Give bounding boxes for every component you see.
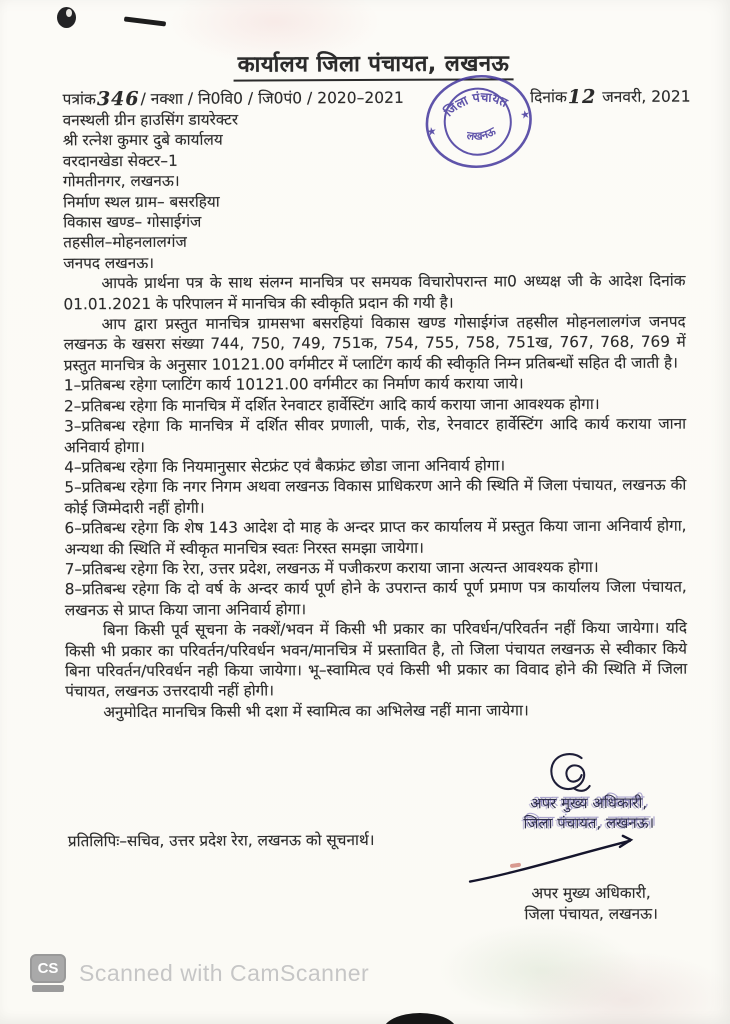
camscanner-logo-base	[32, 985, 64, 992]
copy-to-line: प्रतिलिपिः–सचिव, उत्तर प्रदेश रेरा, लखनऊ को सूचनार्थ।	[67, 830, 375, 851]
condition-item: 3–प्रतिबन्ध रहेगा कि मानचित्र में दर्शित सीवर प्रणाली, पार्क, रोड, रेनवाटर हार्वेस्टिंग आदि कार्य कराया जाना अनिवार्य होगा।	[64, 414, 687, 456]
addressee-line: जनपद लखनऊ।	[63, 253, 155, 273]
letter-date	[530, 85, 691, 108]
letter-number	[63, 86, 404, 109]
page-title	[62, 47, 684, 80]
camscanner-logo-text: CS	[30, 954, 66, 983]
body-paragraph: आपके प्रार्थना पत्र के साथ संलग्न मानचित्र पर समयक विचारोपरान्त मा0 अध्यक्ष जी के आदेश दिनांक 01.01.2021 के परिपालन में मानचित्र की स्वीकृति प्रदान की गयी है।	[63, 271, 686, 313]
reference-row	[63, 85, 691, 110]
condition-item: 7–प्रतिबन्ध रहेगा कि रेरा, उत्तर प्रदेश, लखनऊ में पजीकरण कराया जाना अत्यन्त आवश्यक होगा।	[64, 557, 599, 579]
seal-arc-bottom-text: लखनऊ	[465, 124, 498, 144]
stamped-designation	[505, 793, 673, 834]
stamped-designation-line2: जिला पंचायत, लखनऊ।	[523, 813, 655, 833]
date-day-handwritten: 12	[567, 85, 597, 109]
date-label: दिनांक	[530, 88, 567, 107]
addressee-line: श्री रत्नेश कुमार दुबे कार्यालय	[62, 131, 223, 150]
condition-item: 8–प्रतिबन्ध रहेगा कि दो वर्ष के अन्दर कार्य पूर्ण होने के उपरान्त कार्य पूर्ण प्रमाण पत्र कार्यालय जिला पंचायत, लखनऊ से प्राप्त किया जाना अनिवार्य होगा।	[64, 577, 687, 620]
signature-swoosh	[464, 833, 642, 890]
addressee-block	[63, 108, 686, 274]
seal-star-left: ★	[425, 124, 438, 139]
date-rest: जनवरी, 2021	[602, 87, 691, 106]
body-paragraph: आप द्वारा प्रस्तुत मानचित्र ग्रामसभा बसरहियां विकास खण्ड गोसाईगंज तहसील मोहनलालगंज जनपद लखनऊ के खसरा संख्या 744, 750, 749, 751क, 754, 755, 758, 751ख, 767, 768, 769 में प्रस्तुत मानचित्र के अनुसार 10121.00 वर्गमीटर में प्लाटिंग कार्य की स्वीकृति निम्न प्रतिबन्धों सहित दी जाती है।	[63, 312, 686, 375]
camscanner-watermark	[30, 954, 369, 992]
seal-arc-top-text: जिला पंचायत	[440, 89, 511, 120]
camscanner-logo-icon	[30, 954, 66, 992]
watermark-label: Scanned with CamScanner	[79, 959, 370, 986]
typed-designation-line2: जिला पंचायत, लखनऊ।	[524, 904, 658, 924]
addressee-line: निर्माण स्थल ग्राम– बसरहिया	[63, 192, 220, 211]
typed-designation	[510, 883, 672, 926]
addressee-line: वरदानखेडा सेक्टर–1	[62, 151, 178, 171]
condition-item: 2–प्रतिबन्ध रहेगा कि मानचित्र में दर्शित रेनवाटर हार्वेस्टिंग आदि कार्य कराया जाना आवश्यक होगा।	[63, 394, 600, 416]
condition-item: 6–प्रतिबन्ध रहेगा कि शेष 143 आदेश दो माह के अन्दर प्राप्त कर कार्यालय में प्रस्तुत किया जाना अनिवार्य होगा, अन्यथा की स्थिति में स्वीकृत मानचित्र स्वतः निरस्त समझा जायेगा।	[64, 516, 687, 558]
addressee-line: गोमतीनगर, लखनऊ।	[62, 172, 180, 191]
ref-number-handwritten: 346	[96, 87, 140, 111]
condition-item: 4–प्रतिबन्ध रहेगा कि नियमानुसार सेटफ्रंट एवं बैकफ्रंट छोडा जाना अनिवार्य होगा।	[64, 456, 506, 477]
letter-body-column	[63, 108, 688, 723]
typed-designation-line1: अपर मुख्य अधिकारी,	[531, 883, 651, 903]
addressee-line: तहसील–मोहनलालगंज	[63, 233, 187, 252]
ref-suffix: / नक्शा / नि0वि0 / जि0पं0 / 2020–2021	[140, 88, 404, 108]
office-title-text: कार्यालय जिला पंचायत, लखनऊ	[234, 51, 514, 81]
stamped-designation-line1: अपर मुख्य अधिकारी,	[530, 793, 648, 813]
addressee-line: वनस्थली ग्रीन हाउसिंग डायरेक्टर	[62, 110, 239, 130]
officer-signature	[545, 752, 591, 798]
seal-star-right: ★	[519, 107, 532, 122]
condition-item: 5–प्रतिबन्ध रहेगा कि नगर निगम अथवा लखनऊ विकास प्राधिकरण आने की स्थिति में जिला पंचायत, लखनऊ की कोई जिम्मेदारी नहीं होगी।	[64, 475, 687, 518]
addressee-line: विकास खण्ड– गोसाईगंज	[63, 212, 202, 232]
condition-item: 1–प्रतिबन्ध रहेगा प्लाटिंग कार्य 10121.00 वर्गमीटर का निर्माण कार्य कराया जाये।	[63, 374, 524, 395]
ref-label: पत्रांक	[62, 90, 96, 109]
closing-paragraph: अनुमोदित मानचित्र किसी भी दशा में स्वामित्व का अभिलेख नहीं माना जायेगा।	[103, 701, 529, 721]
closing-paragraph: बिना किसी पूर्व सूचना के नक्शें/भवन में किसी भी प्रकार का परिवर्धन/परिवर्तन नहीं किया जायेगा। यदि किसी भी प्रकार का परिवर्तन/परिवर्धन भवन/मानचित्र में प्रस्तावित है, तो जिला पंचायत लखनऊ से स्वीकार किये बिना परिवर्तन/परिवर्धन नही किया जायेगा। भू–स्वामित्व एवं किसी भी प्रकार का विवाद होने की स्थिति में जिला पंचायत, लखनऊ उत्तरदायी नहीं होगी।	[65, 618, 688, 701]
